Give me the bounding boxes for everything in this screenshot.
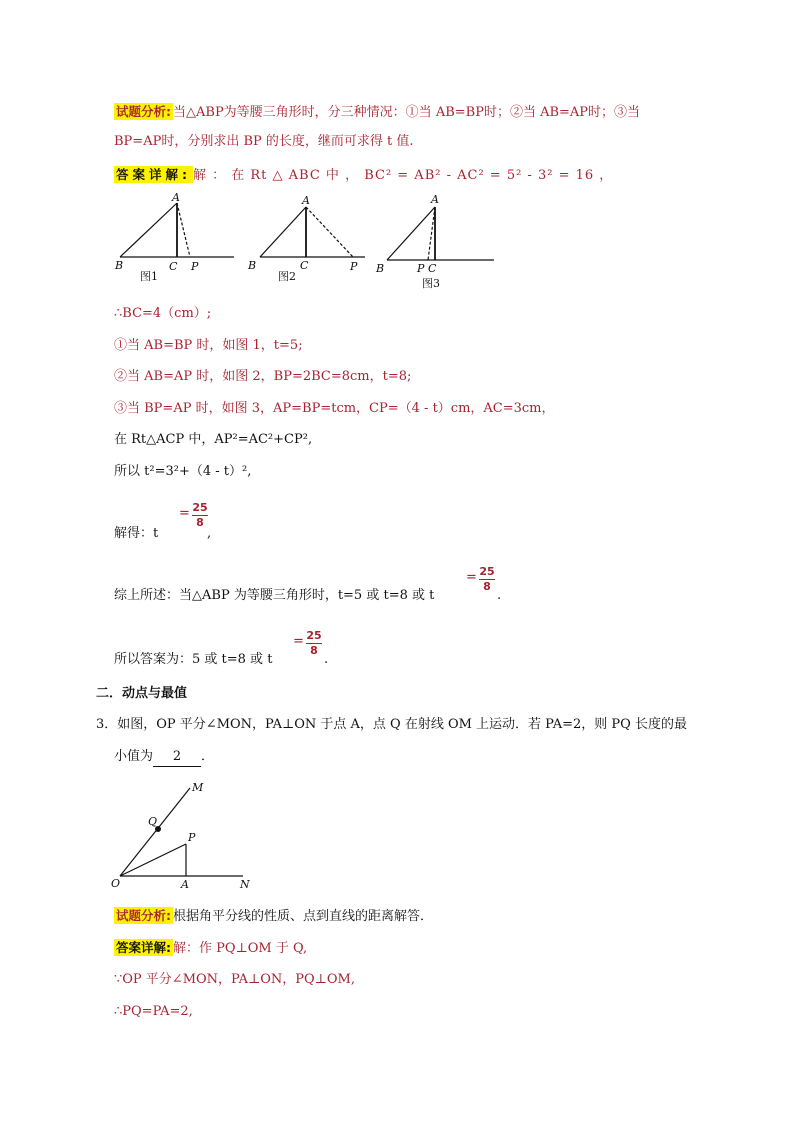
answer-3-line-3: ∴PQ=PA=2, <box>114 1004 193 1019</box>
answer-tag: 答案详解: <box>116 167 191 182</box>
problem-3-suffix: ． <box>201 749 215 764</box>
answer-line <box>114 166 613 185</box>
triangle-figures <box>110 190 510 290</box>
label-n: N <box>240 878 250 891</box>
fraction-3-den: 8 <box>310 644 318 657</box>
label-o: O <box>111 877 121 890</box>
analysis-text-1: 当△ABP为等腰三角形时，分三种情况：①当 AB=BP时；②当 AB=AP时；③当 <box>173 105 641 120</box>
label-p: P <box>188 831 196 844</box>
fraction-1-num: 25 <box>192 501 208 514</box>
fig2-caption: 图2 <box>278 270 296 283</box>
label-a: A <box>181 878 189 891</box>
solution-line-2: ①当 AB=BP 时，如图 1，t=5; <box>114 338 303 353</box>
analysis-tag: 试题分析: <box>116 104 171 119</box>
problem-3-line-2 <box>114 748 214 767</box>
fraction-2-den: 8 <box>483 580 491 593</box>
fig2-label-c: C <box>300 259 309 272</box>
fig1-caption: 图1 <box>140 270 158 283</box>
analysis-3-text: 根据角平分线的性质、点到直线的距离解答． <box>173 909 434 924</box>
solution-line-3: ②当 AB=AP 时，如图 2，BP=2BC=8cm，t=8; <box>114 369 412 384</box>
fraction-3 <box>293 629 322 657</box>
solution-line-8: 综上所述：当△ABP 为等腰三角形时，t=5 或 t=8 或 t <box>114 588 435 603</box>
fraction-2-num: 25 <box>479 565 495 578</box>
solution-line-9-end: . <box>324 652 329 667</box>
fig3-label-p: P <box>417 262 425 275</box>
fraction-3-num: 25 <box>306 629 322 642</box>
label-m: M <box>192 781 204 794</box>
analysis-3-line <box>114 907 433 926</box>
solution-line-7-end: , <box>207 526 212 541</box>
fraction-2-equals: = <box>466 570 477 585</box>
fraction-1 <box>179 501 208 529</box>
solution-line-4: ③当 BP=AP 时，如图 3，AP=BP=tcm，CP=（4 - t）cm，AC=3cm， <box>114 401 555 416</box>
fraction-1-equals: = <box>179 506 190 521</box>
fig1-label-b: B <box>115 259 124 272</box>
fig2-label-b: B <box>248 259 257 272</box>
fig1-label-c: C <box>169 260 178 273</box>
solution-line-7: 解得：t <box>114 526 159 541</box>
section-title: 二．动点与最值 <box>96 686 188 701</box>
answer-text: 解 ： 在 Rt △ ABC 中 ， BC² = AB² - AC² = 5² - 3² = 16 ， <box>193 168 614 183</box>
analysis-line-2: BP=AP时，分别求出 BP 的长度，继而可求得 t 值. <box>114 134 414 149</box>
figure-2 <box>247 194 365 283</box>
answer-3-text-1: 解：作 PQ⊥OM 于 Q, <box>173 941 308 956</box>
fig3-caption: 图3 <box>422 277 440 290</box>
figure-1 <box>114 191 234 283</box>
fig1-label-a: A <box>172 191 180 204</box>
problem-3-answer-blank: 2 <box>153 748 201 767</box>
analysis-line-1 <box>114 103 640 122</box>
angle-bisector-figure <box>108 778 268 893</box>
fig2-label-p: P <box>350 260 358 273</box>
answer-3-line-1 <box>114 939 307 958</box>
fig3-label-c: C <box>428 262 437 275</box>
fig3-label-a: A <box>431 193 439 206</box>
fraction-2 <box>466 565 495 593</box>
figure-3 <box>375 193 494 290</box>
fig1-label-p: P <box>191 260 199 273</box>
label-q: Q <box>148 815 158 828</box>
answer-3-line-2: ∵OP 平分∠MON，PA⊥ON，PQ⊥OM, <box>114 972 355 987</box>
solution-line-5: 在 Rt△ACP 中，AP²=AC²+CP², <box>114 432 313 447</box>
analysis-3-tag: 试题分析: <box>116 908 171 923</box>
solution-line-6: 所以 t²=3²+（4 - t）², <box>114 464 252 479</box>
solution-line-9: 所以答案为：5 或 t=8 或 t <box>114 652 273 667</box>
solution-line-8-end: . <box>497 588 502 603</box>
fraction-3-equals: = <box>293 634 304 649</box>
problem-3-prefix: 小值为 <box>114 749 154 764</box>
answer-3-tag: 答案详解: <box>116 940 171 955</box>
fig3-label-b: B <box>376 262 385 275</box>
problem-3-line-1: 3．如图，OP 平分∠MON，PA⊥ON 于点 A，点 Q 在射线 OM 上运动．若 PA=2，则 PQ 长度的最 <box>96 717 687 732</box>
solution-line-1: ∴BC=4（cm）; <box>114 306 212 321</box>
fraction-1-den: 8 <box>196 516 204 529</box>
fig2-label-a: A <box>302 194 310 207</box>
